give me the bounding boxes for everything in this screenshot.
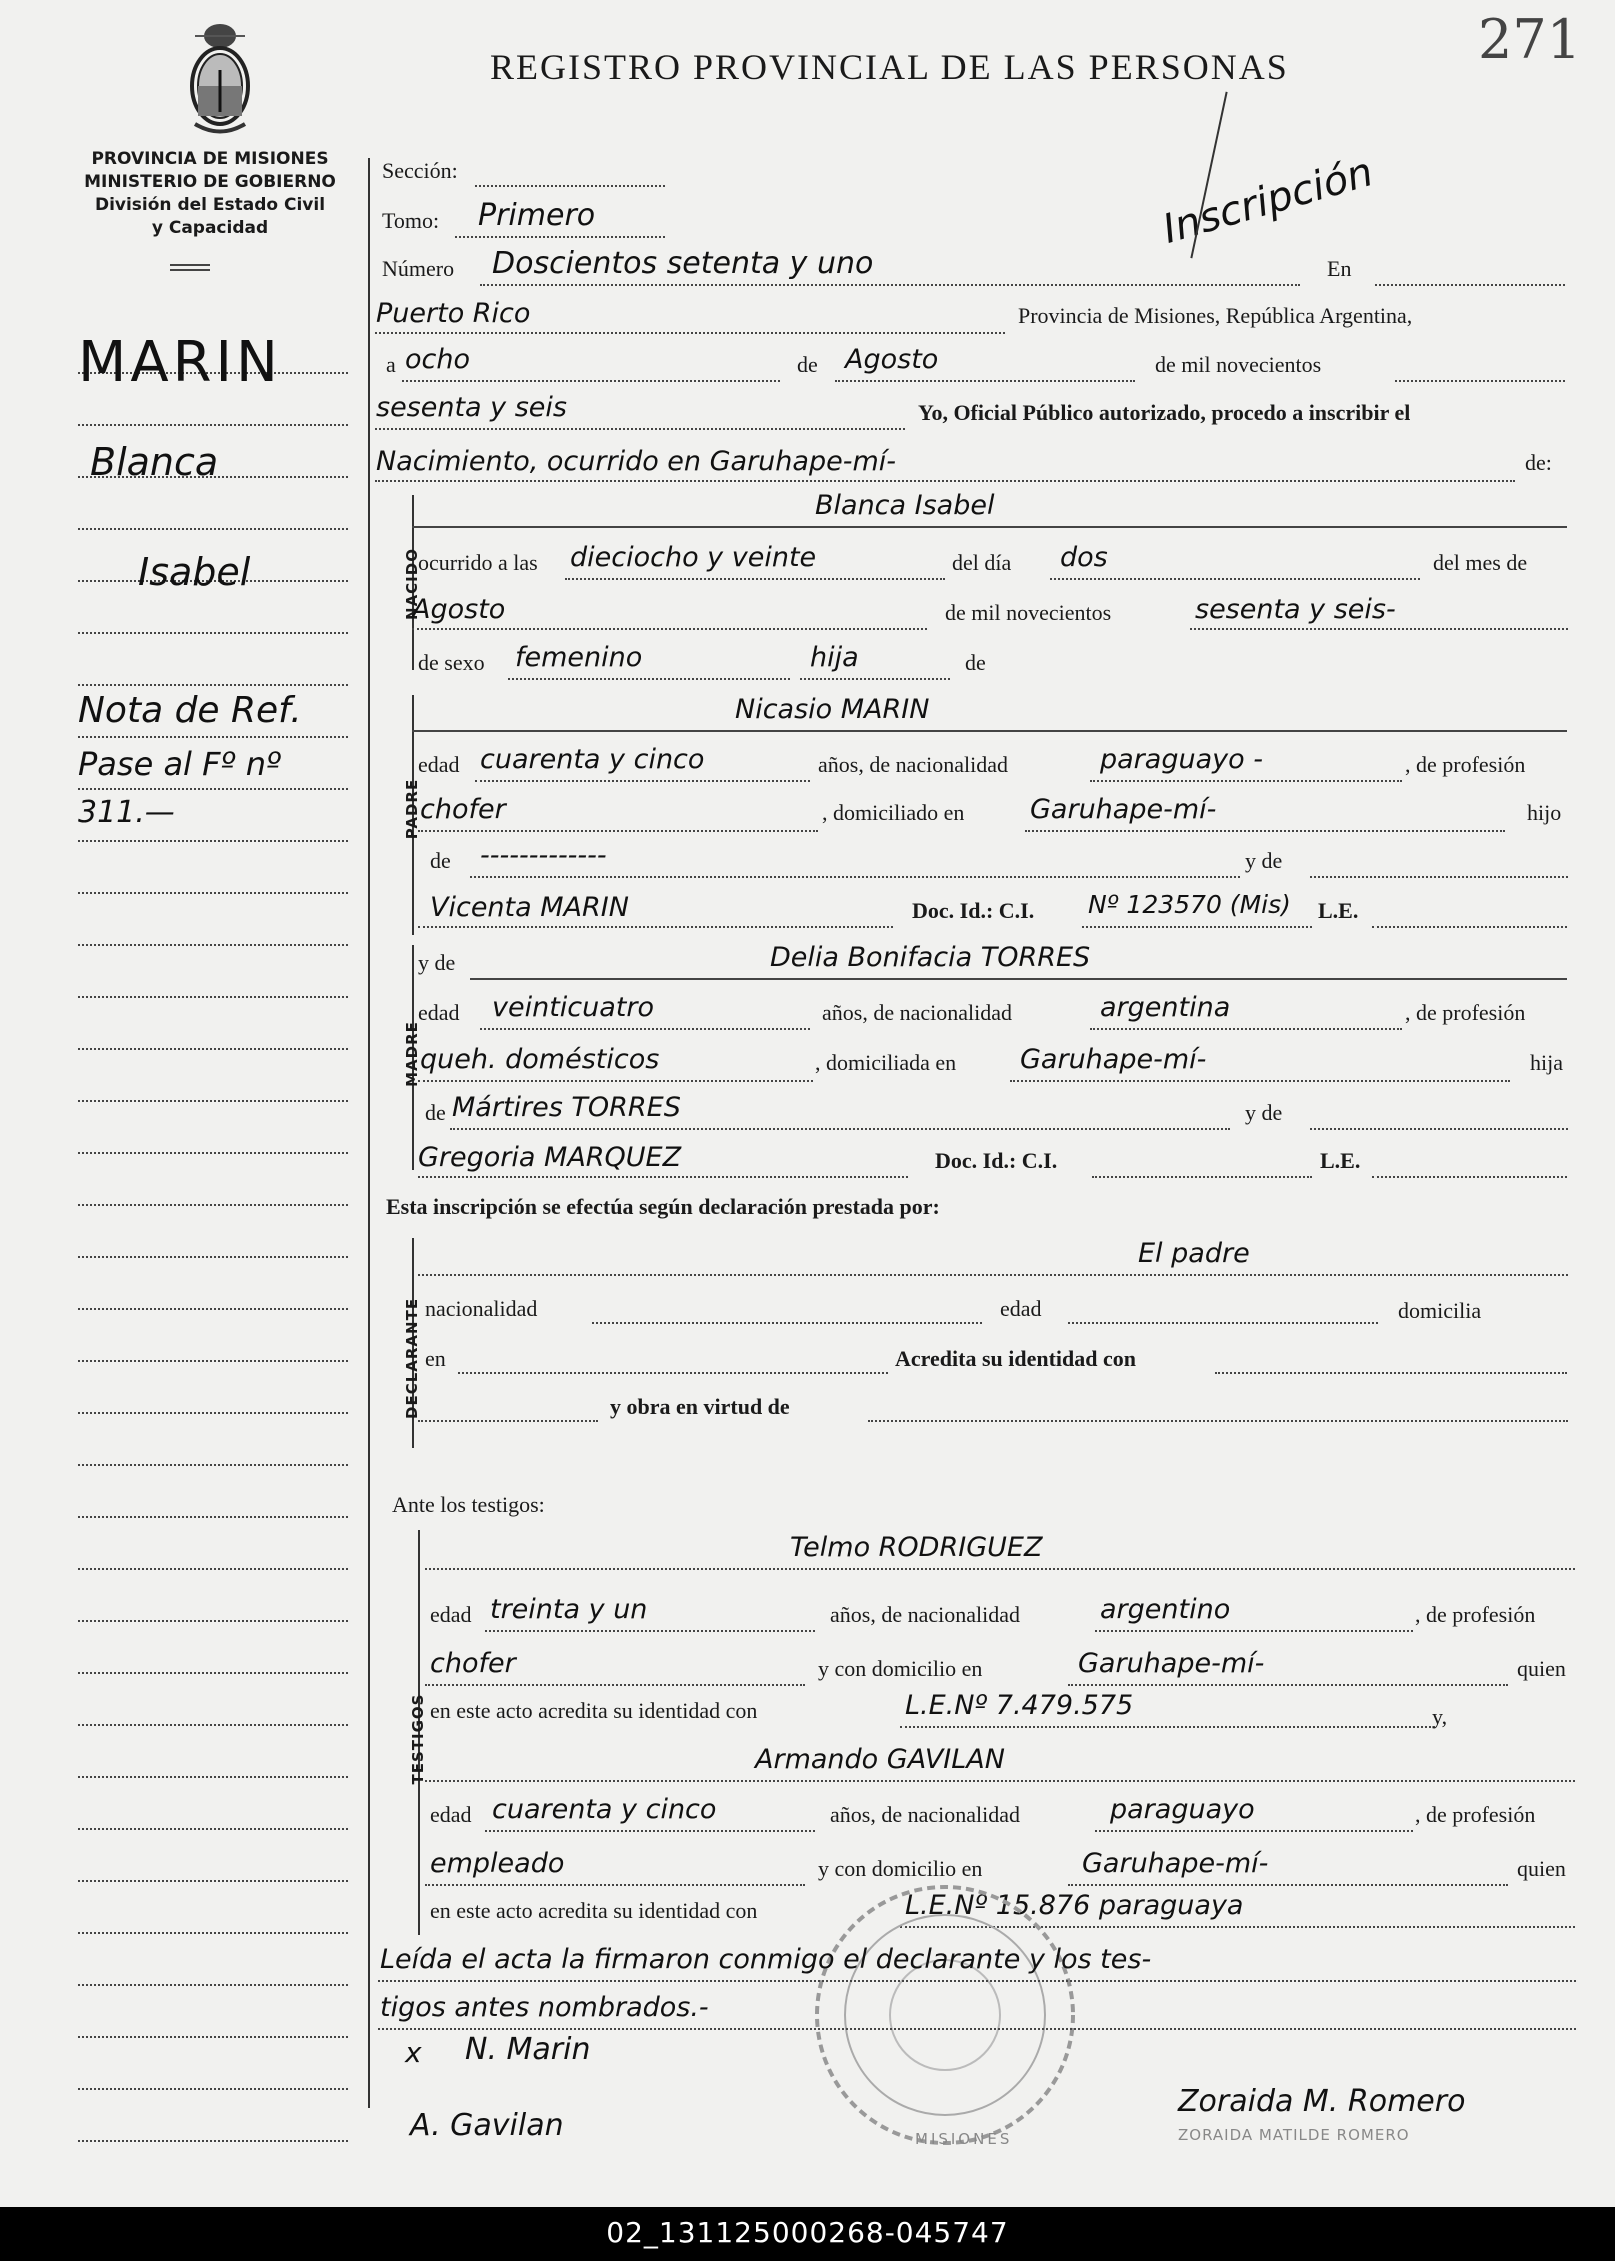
division-line2: y Capacidad xyxy=(151,218,269,238)
declarante-domicilia-label: domicilia xyxy=(1398,1298,1482,1323)
w2-nacionalidad-value: paraguayo xyxy=(1110,1794,1255,1825)
margin-rule xyxy=(78,632,348,634)
w2-name: Armando GAVILAN xyxy=(755,1744,1005,1775)
margin-rule xyxy=(78,1776,348,1778)
declarante-name: El padre xyxy=(1138,1238,1250,1269)
w2-profesion-label: , de profesión xyxy=(1415,1802,1536,1827)
padre-y-de-label: y de xyxy=(1245,848,1283,873)
padre-mother-of-value: Vicenta MARIN xyxy=(430,892,629,923)
w2-domicilio-value: Garuhape-mí- xyxy=(1082,1848,1269,1879)
x-mark-1: x xyxy=(405,2036,422,2069)
w2-edad-value: cuarenta y cinco xyxy=(492,1794,717,1825)
padre-doc-value: Nº 123570 (Mis) xyxy=(1088,890,1291,919)
padre-domiciliado-label: , domiciliado en xyxy=(822,800,965,825)
margin-name1: Blanca xyxy=(90,440,219,484)
ocurrido-label: ocurrido a las xyxy=(418,550,538,575)
del-mes-label: del mes de xyxy=(1433,550,1528,575)
nacido-de-label: de xyxy=(965,650,986,675)
w1-profesion-label: , de profesión xyxy=(1415,1602,1536,1627)
oficial-text: Yo, Oficial Público autorizado, procedo a inscribir el xyxy=(918,400,1411,425)
padre-profesion-label: , de profesión xyxy=(1405,752,1526,777)
margin-rule xyxy=(78,1932,348,1934)
de-colon: de: xyxy=(1525,450,1552,475)
month-value: Agosto xyxy=(845,344,939,375)
w1-doc-value: L.E.Nº 7.479.575 xyxy=(905,1690,1134,1721)
ministry-name: MINISTERIO DE GOBIERNO xyxy=(84,172,336,192)
issuer-heading xyxy=(70,148,350,240)
padre-father-of-value: ------------- xyxy=(480,840,607,871)
w2-quien-label: quien xyxy=(1517,1856,1566,1881)
tomo-label: Tomo: xyxy=(382,208,440,233)
margin-rule xyxy=(78,1204,348,1206)
nacido-day-value: dos xyxy=(1060,542,1108,573)
margin-surname: MARIN xyxy=(78,330,282,395)
madre-y-de-label2: y de xyxy=(1245,1100,1283,1125)
madre-domicilio-value: Garuhape-mí- xyxy=(1020,1044,1207,1075)
nacido-section-label: NACIDO xyxy=(403,548,421,620)
padre-anos-label: años, de nacionalidad xyxy=(818,752,1008,777)
w2-doc-value: L.E.Nº 15.876 paraguaya xyxy=(905,1890,1244,1921)
a-label: a xyxy=(386,352,396,377)
margin-rule xyxy=(78,2036,348,2038)
margin-rule xyxy=(78,1516,348,1518)
margin-rule xyxy=(78,1464,348,1466)
del-dia-label: del día xyxy=(952,550,1012,575)
w1-acredita-label: en este acto acredita su identidad con xyxy=(430,1698,758,1723)
margin-rule xyxy=(78,1100,348,1102)
w2-edad-label: edad xyxy=(430,1802,472,1827)
w1-domicilio-value: Garuhape-mí- xyxy=(1078,1648,1265,1679)
margin-note-line1: Nota de Ref. xyxy=(78,690,302,731)
stamp-text: MISIONES xyxy=(915,2130,1013,2148)
mil-label: de mil novecientos xyxy=(1155,352,1322,377)
declarante-acredita-label: Acredita su identidad con xyxy=(895,1346,1137,1371)
margin-name2: Isabel xyxy=(138,550,251,594)
footer-image-id: 02_131125000268-045747 xyxy=(606,2216,1009,2249)
madre-hija-label: hija xyxy=(1530,1050,1563,1075)
madre-edad-value: veinticuatro xyxy=(492,992,654,1023)
margin-rule xyxy=(78,1672,348,1674)
coat-of-arms-icon xyxy=(185,14,255,139)
day-value: ocho xyxy=(405,344,470,375)
madre-de-label: de xyxy=(425,1100,446,1125)
margin-rule xyxy=(78,1880,348,1882)
madre-father-of-value: Mártires TORRES xyxy=(452,1092,681,1123)
margin-rule xyxy=(78,1984,348,1986)
margin-rule xyxy=(78,1828,348,1830)
closing-line1: Leída el acta la firmaron conmigo el declarante y los tes- xyxy=(380,1944,1152,1975)
sexo-label: de sexo xyxy=(418,650,485,675)
w1-name: Telmo RODRIGUEZ xyxy=(790,1532,1043,1563)
en-label: En xyxy=(1327,256,1352,281)
madre-name: Delia Bonifacia TORRES xyxy=(770,942,1091,973)
tomo-value: Primero xyxy=(478,198,596,233)
margin-rule xyxy=(78,1308,348,1310)
w1-domicilio-label: y con domicilio en xyxy=(818,1656,983,1681)
madre-edad-label: edad xyxy=(418,1000,460,1025)
de-label: de xyxy=(797,352,818,377)
signature-2: A. Gavilan xyxy=(410,2108,564,2143)
padre-nacionalidad-value: paraguayo - xyxy=(1100,744,1263,775)
w1-y-label: y, xyxy=(1432,1704,1448,1729)
margin-rule xyxy=(78,1568,348,1570)
testigos-section-label: TESTIGOS xyxy=(409,1693,427,1785)
margin-rule xyxy=(78,736,348,738)
province-text: Provincia de Misiones, República Argentina, xyxy=(1018,303,1413,328)
margin-rule xyxy=(78,2088,348,2090)
w1-edad-value: treinta y un xyxy=(490,1594,648,1625)
padre-name: Nicasio MARIN xyxy=(735,694,930,725)
margin-note-line2: Pase al Fº nº xyxy=(78,745,282,783)
margin-rule xyxy=(78,892,348,894)
padre-edad-label: edad xyxy=(418,752,460,777)
declarante-edad-label: edad xyxy=(1000,1296,1042,1321)
margin-rule xyxy=(78,944,348,946)
w1-anos-label: años, de nacionalidad xyxy=(830,1602,1020,1627)
inscription-annotation: Inscripción xyxy=(1157,149,1379,253)
madre-mother-of-value: Gregoria MARQUEZ xyxy=(418,1142,682,1173)
nacido-name: Blanca Isabel xyxy=(815,490,995,521)
page-title: REGISTRO PROVINCIAL DE LAS PERSONAS xyxy=(490,47,1289,87)
city-value: Puerto Rico xyxy=(376,298,531,329)
hour-value: dieciocho y veinte xyxy=(570,542,817,573)
padre-le-label: L.E. xyxy=(1318,898,1359,923)
signature-3: Zoraida M. Romero xyxy=(1178,2084,1466,2119)
division-line1: División del Estado Civil xyxy=(94,195,326,215)
signature-1: N. Marin xyxy=(465,2032,591,2067)
w1-quien-label: quien xyxy=(1517,1656,1566,1681)
margin-rule xyxy=(78,684,348,686)
nacido-year-value: sesenta y seis- xyxy=(1195,594,1396,625)
margin-rule xyxy=(78,1724,348,1726)
madre-doc-label: Doc. Id.: C.I. xyxy=(935,1148,1058,1173)
margin-rule xyxy=(78,1256,348,1258)
w2-domicilio-label: y con domicilio en xyxy=(818,1856,983,1881)
province-name: PROVINCIA DE MISIONES xyxy=(91,149,329,169)
padre-domicilio-value: Garuhape-mí- xyxy=(1030,794,1217,825)
sexo-value: femenino xyxy=(515,642,643,673)
nacido-month-value: Agosto xyxy=(412,594,506,625)
madre-profesion-label: , de profesión xyxy=(1405,1000,1526,1025)
madre-section-label: MADRE xyxy=(403,1021,421,1087)
margin-rule xyxy=(78,1152,348,1154)
madre-le-label: L.E. xyxy=(1320,1148,1361,1173)
margin-rule xyxy=(78,788,348,790)
declarante-nacionalidad-label: nacionalidad xyxy=(425,1296,538,1321)
padre-section-label: PADRE xyxy=(403,778,421,840)
w2-acredita-label: en este acto acredita su identidad con xyxy=(430,1898,758,1923)
act-value: Nacimiento, ocurrido en Garuhape-mí- xyxy=(376,446,896,477)
madre-domiciliada-label: , domiciliada en xyxy=(815,1050,957,1075)
numero-value: Doscientos setenta y uno xyxy=(492,246,874,281)
nacido-mil-label: de mil novecientos xyxy=(945,600,1112,625)
margin-rule xyxy=(78,996,348,998)
margin-rule xyxy=(78,1360,348,1362)
margin-rule xyxy=(78,1048,348,1050)
madre-anos-label: años, de nacionalidad xyxy=(822,1000,1012,1025)
margin-rule xyxy=(78,2140,348,2142)
official-stamp xyxy=(800,1870,1090,2160)
padre-edad-value: cuarenta y cinco xyxy=(480,744,705,775)
padre-hijo-label: hijo xyxy=(1527,800,1562,825)
w1-nacionalidad-value: argentino xyxy=(1100,1594,1231,1625)
w2-anos-label: años, de nacionalidad xyxy=(830,1802,1020,1827)
page-number: 271 xyxy=(1478,8,1582,71)
margin-rule xyxy=(78,1412,348,1414)
testigos-intro: Ante los testigos: xyxy=(392,1492,545,1517)
padre-de-label: de xyxy=(430,848,451,873)
madre-nacionalidad-value: argentina xyxy=(1100,992,1231,1023)
margin-rule xyxy=(78,424,348,426)
margin-rule xyxy=(78,528,348,530)
madre-profesion-value: queh. domésticos xyxy=(420,1044,660,1075)
declarante-intro: Esta inscripción se efectúa según declaración prestada por: xyxy=(386,1194,940,1219)
padre-doc-label: Doc. Id.: C.I. xyxy=(912,898,1035,923)
w2-profesion-value: empleado xyxy=(430,1848,565,1879)
madre-y-de-label: y de xyxy=(418,950,456,975)
hija-value: hija xyxy=(810,642,859,673)
closing-line2: tigos antes nombrados.- xyxy=(380,1992,709,2023)
margin-note-line3: 311.— xyxy=(78,795,175,830)
margin-rule xyxy=(78,840,348,842)
seccion-label: Sección: xyxy=(382,158,458,183)
w1-edad-label: edad xyxy=(430,1602,472,1627)
declarante-section-label: DECLARANTE xyxy=(403,1297,421,1419)
padre-profesion-value: chofer xyxy=(420,794,506,825)
signature-3-stamp: ZORAIDA MATILDE ROMERO xyxy=(1178,2126,1410,2144)
declarante-en-label: en xyxy=(425,1346,446,1371)
numero-label: Número xyxy=(382,256,455,281)
year-value: sesenta y seis xyxy=(376,392,567,423)
margin-rule xyxy=(78,1620,348,1622)
declarante-obra-label: y obra en virtud de xyxy=(610,1394,790,1419)
w1-profesion-value: chofer xyxy=(430,1648,516,1679)
